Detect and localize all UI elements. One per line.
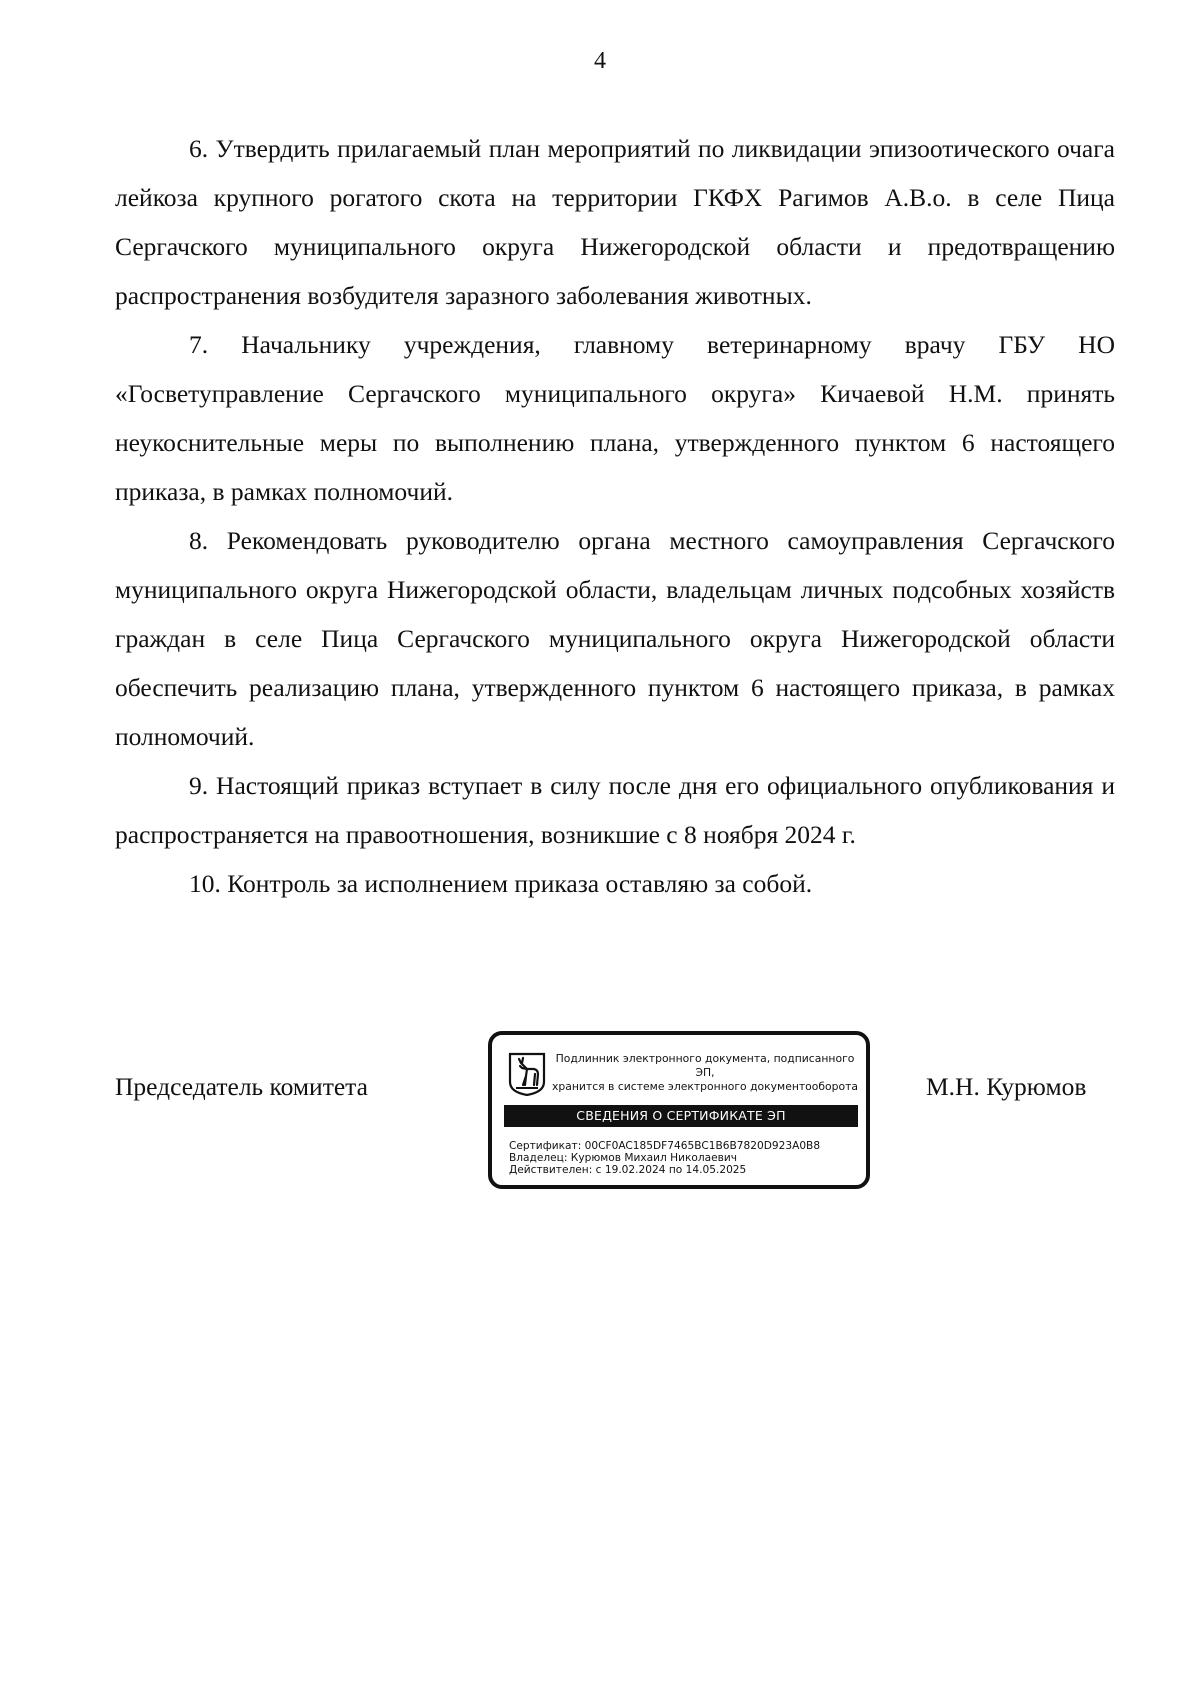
paragraph-7: 7. Начальнику учреждения, главному ветеринарному врачу ГБУ НО «Госветуправление Сергачского муниципального округа» Кичаевой Н.М. принять неукоснительные меры по выполнению плана, утвержденного пунктом 6 настоящего приказа, в рамках полномочий.	[115, 330, 1115, 506]
order-body	[115, 124, 1115, 908]
certificate-details	[509, 1140, 861, 1176]
stamp-notice-line-1: Подлинник электронного документа, подписанного ЭП,	[555, 1052, 855, 1079]
signer-name: М.Н. Курюмов	[926, 1072, 1087, 1101]
signature-block	[0, 1031, 1200, 1201]
paragraph-10: 10. Контроль за исполнением приказа оставляю за собой.	[189, 869, 813, 898]
electronic-signature-stamp	[488, 1031, 870, 1189]
stamp-notice	[549, 1052, 861, 1094]
paragraph-9: 9. Настоящий приказ вступает в силу после дня его официального опубликования и распространяется на правоотношения, возникшие с 8 ноября 2024 г.	[115, 771, 1115, 849]
deer-emblem-icon	[507, 1052, 547, 1096]
paragraph-6: 6. Утвердить прилагаемый план мероприятий по ликвидации эпизоотического очага лейкоза крупного рогатого скота на территории ГКФХ Рагимов А.В.о. в селе Пица Сергачского муниципального округа Нижегородской области и предотвращению распространения возбудителя заразного заболевания животных.	[115, 134, 1115, 310]
certificate-owner: Владелец: Курюмов Михаил Николаевич	[509, 1152, 738, 1164]
certificate-number: Сертификат: 00CF0AC185DF7465BC1B6B7820D923A0B8	[509, 1140, 821, 1152]
stamp-header: СВЕДЕНИЯ О СЕРТИФИКАТЕ ЭП	[504, 1105, 858, 1127]
signer-position: Председатель комитета	[115, 1072, 368, 1101]
page-number: 4	[594, 48, 606, 74]
stamp-notice-line-2: хранится в системе электронного документооборота	[551, 1080, 859, 1093]
paragraph-8: 8. Рекомендовать руководителю органа местного самоуправления Сергачского муниципального округа Нижегородской области, владельцам личных подсобных хозяйств граждан в селе Пица Сергачского муниципального округа Нижегородской области обеспечить реализацию плана, утвержденного пунктом 6 настоящего приказа, в рамках полномочий.	[115, 526, 1115, 751]
certificate-validity: Действителен: с 19.02.2024 по 14.05.2025	[509, 1164, 747, 1176]
